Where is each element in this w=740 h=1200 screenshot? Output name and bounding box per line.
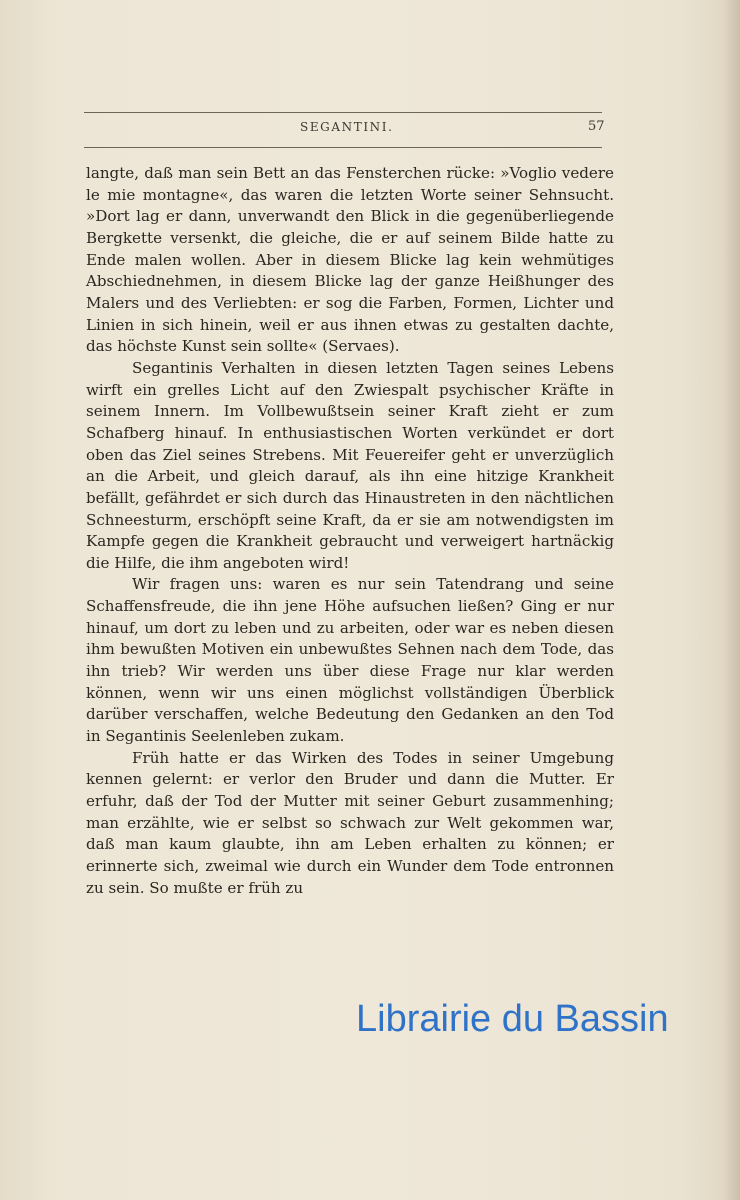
header-rule-top	[84, 112, 602, 113]
page-edge-shadow	[722, 0, 740, 1200]
paragraph: langte, daß man sein Bett an das Fensterchen rücke: »Voglio vedere le mie montagne«, das waren die letzten Worte seiner Sehnsucht. »Dort lag er dann, unverwandt den Blick in die gegenüberliegende Bergkette versenkt, die gleiche, die er auf seinem Bilde hatte zu Ende malen wollen. Aber in diesem Blicke lag kein wehmütiges Abschiednehmen, in diesem Blicke lag der ganze Heißhunger des Malers und des Verliebten: er sog die Farben, Formen, Lichter und Linien in sich hinein, weil er aus ihnen etwas zu gestalten dachte, das höchste Kunst sein sollte« (Servaes).	[86, 164, 614, 356]
watermark: Librairie du Bassin	[356, 998, 669, 1040]
paragraph: Segantinis Verhalten in diesen letzten Tagen seines Lebens wirft ein grelles Licht auf den Zwiespalt psychischer Kräfte in seinem Innern. Im Vollbewußtsein seiner Kraft zieht er zum Schafberg hinauf. In enthusiastischen Worten verkündet er dort oben das Ziel seines Strebens. Mit Feuereifer geht er unverzüglich an die Arbeit, und gleich darauf, als ihn eine hitzige Krankheit befällt, gefährdet er sich durch das Hinaustreten in den nächtlichen Schneesturm, erschöpft seine Kraft, da er sie am notwendigsten im Kampfe gegen die Krankheit gebraucht und verweigert hartnäckig die Hilfe, die ihm angeboten wird!	[86, 358, 614, 572]
page-number: 57	[588, 119, 605, 134]
running-title: SEGANTINI.	[300, 120, 394, 134]
header-rule-bottom	[84, 147, 602, 148]
paragraph: Wir fragen uns: waren es nur sein Tatendrang und seine Schaffensfreude, die ihn jene Höhe aufsuchen ließen? Ging er nur hinauf, um dort zu leben und zu arbeiten, oder war es neben diesen ihm bewußten Motiven ein unbewußtes Sehnen nach dem Tode, das ihn trieb? Wir werden uns über diese Frage nur klar werden können, wenn wir uns einen möglichst vollständigen Überblick darüber verschaffen, welche Bedeutung den Gedanken an den Tod in Segantinis Seelenleben zukam.	[86, 575, 614, 746]
paragraph: Früh hatte er das Wirken des Todes in seiner Umgebung kennen gelernt: er verlor den Bruder und dann die Mutter. Er erfuhr, daß der Tod der Mutter mit seiner Geburt zusammenhing; man erzählte, wie er selbst so schwach zur Welt gekommen war, daß man kaum glaubte, ihn am Leben erhalten zu können; er erinnerte sich, zweimal wie durch ein Wunder dem Tode entronnen zu sein. So mußte er früh zu	[86, 748, 614, 897]
body-text	[86, 163, 614, 899]
